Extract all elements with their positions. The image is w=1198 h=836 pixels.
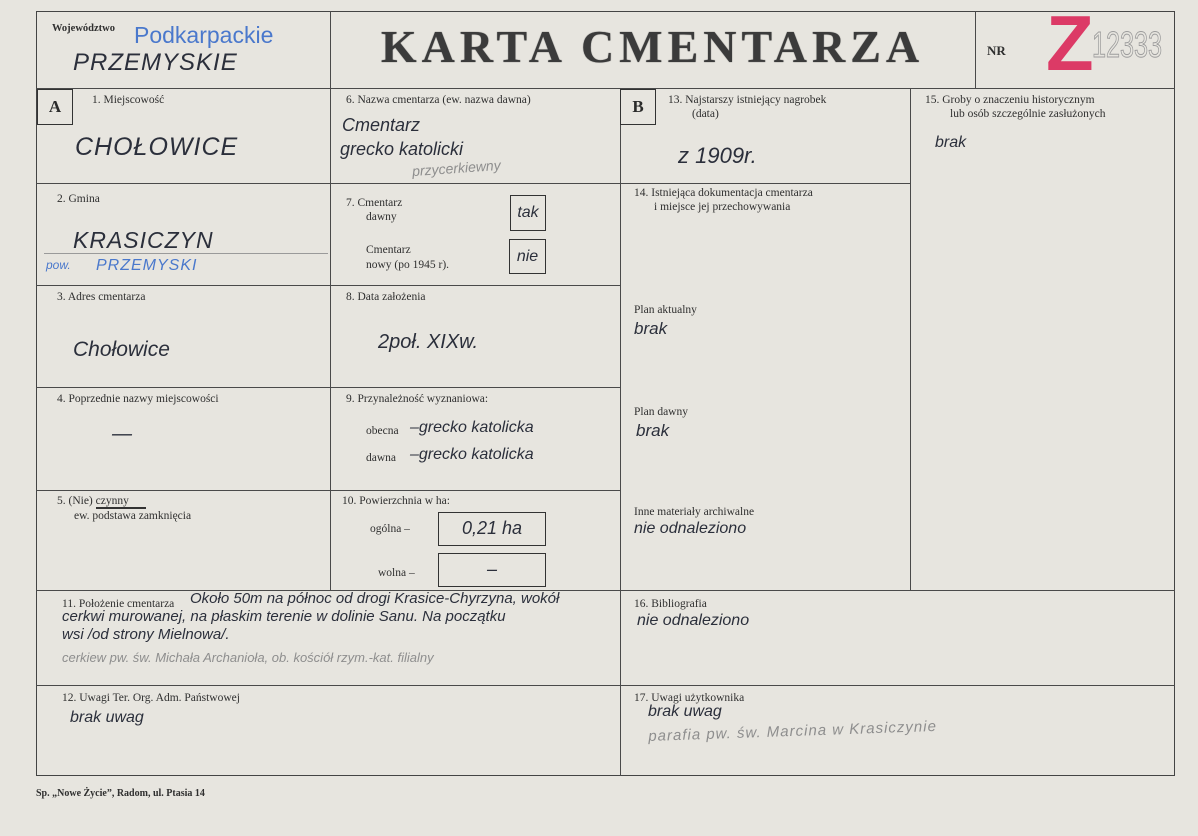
user-remarks-label: 17. Uwagi użytkownika xyxy=(634,692,745,704)
commune-label: 2. Gmina xyxy=(57,193,100,205)
cemetery-name-label: 6. Nazwa cmentarza (ew. nazwa dawna) xyxy=(346,94,531,106)
divider-col-2 xyxy=(620,88,621,776)
nr-label: NR xyxy=(987,43,1006,58)
nr-letter: Z xyxy=(1046,0,1094,87)
locality-label: 1. Miejscowość xyxy=(92,94,165,106)
cemetery-name-line1: Cmentarz xyxy=(342,115,421,135)
previous-names-value: — xyxy=(112,423,132,445)
location-note: cerkiew pw. św. Michała Archanioła, ob. kościół rzym.-kat. filialny xyxy=(62,650,434,665)
section-b-marker: B xyxy=(620,89,656,125)
area-total-label: ogólna – xyxy=(370,523,410,535)
historic-graves-label: 15. Groby o znaczeniu historycznym xyxy=(925,94,1095,106)
location-label: 11. Położenie cmentarza xyxy=(62,598,175,610)
voivodeship-stamp: Podkarpackie xyxy=(134,22,274,48)
card-title: KARTA CMENTARZA xyxy=(380,21,925,72)
other-materials-label: Inne materiały archiwalne xyxy=(634,506,755,518)
divider-col-1 xyxy=(330,11,331,590)
oldest-tombstone-value: z 1909r. xyxy=(678,143,757,168)
documentation-sublabel: i miejsce jej przechowywania xyxy=(654,201,791,213)
bibliography-label: 16. Bibliografia xyxy=(634,598,707,610)
printer-footer: Sp. „Nowe Życie”, Radom, ul. Ptasia 14 xyxy=(36,788,205,799)
location-line-3: wsi /od strony Mielnowa/. xyxy=(62,626,230,643)
other-materials-value: nie odnaleziono xyxy=(634,520,747,537)
old-plan-label: Plan dawny xyxy=(634,406,688,418)
commune-underline xyxy=(44,253,328,254)
divider-row-1 xyxy=(36,183,910,184)
previous-names-label: 4. Poprzednie nazwy miejscowości xyxy=(57,393,219,405)
divider-row-2 xyxy=(36,285,620,286)
locality-value: CHOŁOWICE xyxy=(75,133,239,161)
user-remarks-value: brak uwag xyxy=(648,703,722,720)
documentation-label: 14. Istniejąca dokumentacja cmentarza xyxy=(634,187,813,199)
admin-remarks-label: 12. Uwagi Ter. Org. Adm. Państwowej xyxy=(62,692,240,704)
cemetery-name-note: przycerkiewny xyxy=(411,156,502,180)
historic-graves-value: brak xyxy=(935,134,967,151)
admin-remarks-value: brak uwag xyxy=(70,709,144,726)
cemetery-name-line2: grecko katolicki xyxy=(340,139,464,159)
divider-row-6 xyxy=(36,685,1175,686)
location-line-1: Około 50m na północ od drogi Krasice-Chyrzyna, wokół xyxy=(190,590,560,607)
voivodeship-value: PRZEMYSKIE xyxy=(73,49,238,76)
old-cemetery-value: tak xyxy=(510,195,546,231)
commune-value: KRASICZYN xyxy=(73,227,214,253)
user-remarks-note: parafia pw. św. Marcina w Krasiczynie xyxy=(648,717,938,745)
denomination-current-label: obecna xyxy=(366,425,399,437)
county-value: PRZEMYSKI xyxy=(96,257,198,274)
area-label: 10. Powierzchnia w ha: xyxy=(342,495,450,507)
founding-date-label: 8. Data założenia xyxy=(346,291,426,303)
denomination-former-value: –grecko katolicka xyxy=(410,446,534,463)
denomination-label: 9. Przynależność wyznaniowa: xyxy=(346,393,489,405)
section-a-marker: A xyxy=(37,89,73,125)
denomination-current-value: –grecko katolicka xyxy=(410,419,534,436)
oldest-tombstone-label: 13. Najstarszy istniejący nagrobek xyxy=(668,94,827,106)
new-cemetery-value: nie xyxy=(509,239,546,274)
denomination-former-label: dawna xyxy=(366,452,397,464)
county-prefix: pow. xyxy=(46,258,71,272)
nr-number: 12333 xyxy=(1092,24,1163,65)
divider-col-nr xyxy=(975,11,976,88)
oldest-tombstone-sublabel: (data) xyxy=(692,108,719,120)
old-cemetery-label: 7. Cmentarz xyxy=(346,197,403,209)
divider-col-3 xyxy=(910,88,911,590)
address-label: 3. Adres cmentarza xyxy=(57,291,146,303)
divider-header xyxy=(36,88,1175,89)
area-free-label: wolna – xyxy=(378,567,415,579)
divider-row-3 xyxy=(36,387,620,388)
address-value: Chołowice xyxy=(73,338,170,361)
new-cemetery-label: Cmentarz xyxy=(366,244,411,256)
area-free-value: – xyxy=(438,553,546,587)
old-plan-value: brak xyxy=(636,421,670,440)
founding-date-value: 2poł. XIXw. xyxy=(378,331,479,353)
current-plan-label: Plan aktualny xyxy=(634,304,697,316)
divider-row-4 xyxy=(36,490,620,491)
active-sublabel: ew. podstawa zamknięcia xyxy=(74,510,192,522)
active-label: 5. (Nie) czynny xyxy=(57,495,129,507)
old-cemetery-sublabel: dawny xyxy=(366,211,397,223)
voivodeship-label: Województwo xyxy=(52,23,115,34)
historic-graves-sublabel: lub osób szczególnie zasłużonych xyxy=(950,108,1106,120)
location-line-2: cerkwi murowanej, na płaskim terenie w dolinie Sanu. Na początku xyxy=(62,608,506,625)
current-plan-value: brak xyxy=(634,319,668,338)
bibliography-value: nie odnaleziono xyxy=(637,612,750,629)
new-cemetery-sublabel: nowy (po 1945 r). xyxy=(366,259,450,271)
area-total-value: 0,21 ha xyxy=(438,512,546,546)
